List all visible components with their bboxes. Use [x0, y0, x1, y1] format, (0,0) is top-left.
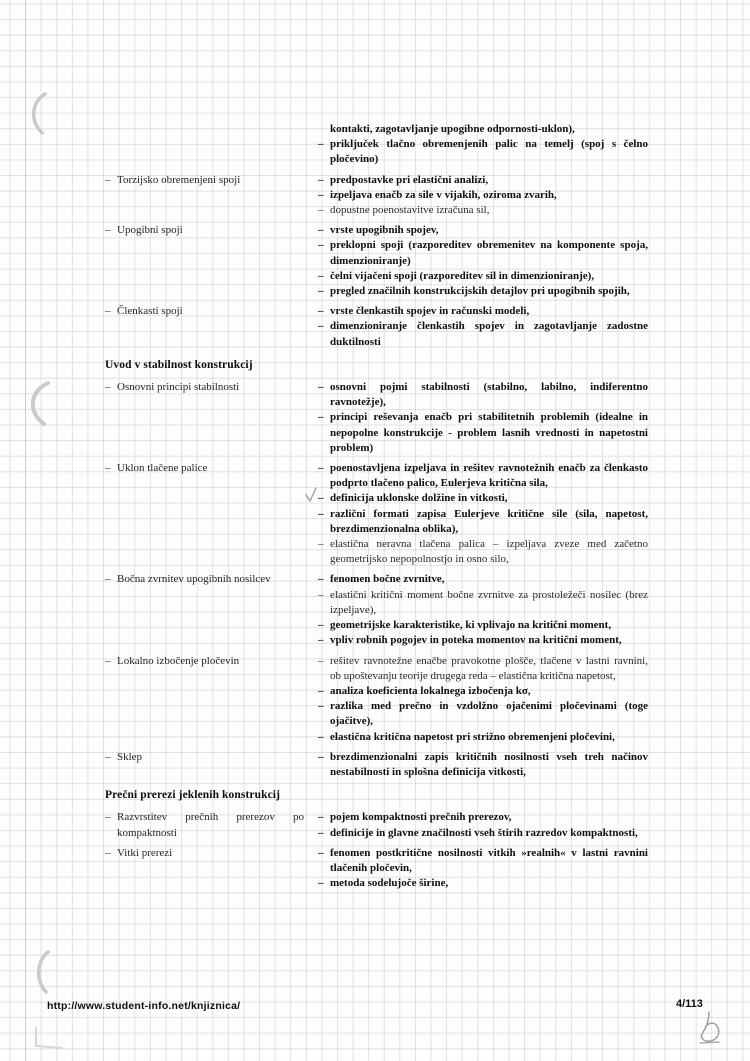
dash-icon: –: [318, 811, 324, 824]
detail-item: [318, 537, 648, 567]
page-number: 4/113: [676, 998, 703, 1010]
dash-icon: –: [318, 188, 324, 201]
topic-text: Sklep: [117, 750, 143, 763]
detail-text: definicije in glavne značilnosti vseh štirih razredov kompaktnosti,: [330, 826, 638, 839]
topic-row: [105, 173, 648, 219]
topic-row: [105, 223, 648, 299]
detail-item: [318, 304, 648, 319]
dash-icon: –: [105, 224, 111, 237]
details-cell: [318, 750, 648, 780]
details-cell: [318, 572, 648, 648]
detail-item: [318, 203, 648, 218]
paper-margin-line: [25, 0, 26, 1061]
dash-icon: –: [105, 462, 111, 475]
detail-item: [318, 654, 648, 684]
dash-icon: –: [105, 846, 111, 859]
topic-row: [105, 380, 648, 456]
detail-item: [318, 750, 648, 780]
detail-item: [318, 507, 648, 537]
syllabus-section: [105, 788, 648, 891]
topic-row: [105, 750, 648, 780]
topic-label: [105, 654, 304, 669]
detail-item: [318, 730, 648, 745]
detail-text: analiza koeficienta lokalnega izbočenja kσ,: [330, 684, 531, 697]
footer-url: http://www.student-info.net/knjiznica/: [47, 1000, 241, 1012]
detail-text: geometrijske karakteristike, ki vplivajo na kritični moment,: [330, 619, 612, 632]
detail-text: čelni vijačeni spoji (razporeditev sil in dimenzioniranje),: [330, 269, 595, 282]
detail-item: [318, 122, 648, 137]
dash-icon: –: [318, 826, 324, 839]
dash-icon: –: [318, 492, 324, 505]
detail-item: [318, 633, 648, 648]
syllabus-section: [105, 358, 648, 780]
dash-icon: –: [318, 684, 324, 697]
details-cell: [318, 223, 648, 299]
dash-icon: –: [105, 811, 111, 824]
detail-text: brezdimenzionalni zapis kritičnih nosilnosti vseh treh načinov nestabilnosti in splošna definicija vitkosti,: [330, 750, 648, 778]
topic-label: [105, 750, 304, 765]
detail-text: fenomen bočne zvrnitve,: [330, 573, 445, 586]
detail-text: izpeljava enačb za sile v vijakih, oziroma zvarih,: [330, 188, 557, 201]
detail-item: [318, 810, 648, 825]
detail-item: [318, 319, 648, 349]
dash-icon: –: [318, 877, 324, 890]
detail-item: [318, 461, 648, 491]
dash-icon: –: [318, 462, 324, 475]
dash-icon: –: [318, 750, 324, 763]
section-heading: Uvod v stabilnost konstrukcij: [105, 358, 253, 371]
details-cell: [318, 846, 648, 892]
details-cell: [318, 654, 648, 745]
syllabus-section: [105, 122, 648, 350]
topic-label: [105, 846, 304, 861]
topic-text: Upogibni spoji: [117, 224, 183, 237]
detail-text: elastični kritični moment bočne zvrnitve za prostoležeči nosilec (brez izpeljave),: [330, 588, 648, 616]
dash-icon: –: [318, 654, 324, 667]
topic-text: Osnovni principi stabilnosti: [117, 381, 240, 394]
detail-text: pojem kompaktnosti prečnih prerezov,: [330, 811, 512, 824]
detail-item: [318, 826, 648, 841]
detail-text: kontakti, zagotavljanje upogibne odpornosti-uklon),: [330, 123, 575, 135]
detail-text: vpliv robnih pogojev in poteka momentov na kritični moment,: [330, 634, 622, 647]
section-heading: Prečni prerezi jeklenih konstrukcij: [105, 789, 281, 802]
topic-cell: [105, 122, 318, 168]
detail-item: [318, 410, 648, 456]
dash-icon: –: [318, 846, 324, 859]
detail-text: elastična neravna tlačena palica – izpeljava zveze med začetno geometrijsko nepopolnostjo in osno silo,: [330, 538, 648, 566]
dash-icon: –: [318, 224, 324, 237]
dash-icon: –: [105, 173, 111, 186]
dash-icon: –: [318, 320, 324, 333]
detail-item: [318, 588, 648, 618]
details-cell: [318, 122, 648, 168]
detail-text: osnovni pojmi stabilnosti (stabilno, labilno, indiferentno ravnotežje),: [330, 381, 648, 409]
spiral-d-mark: [692, 1010, 726, 1046]
dash-icon: –: [318, 285, 324, 298]
detail-text: predpostavke pri elastični analizi,: [330, 173, 489, 186]
detail-item: [318, 284, 648, 299]
topic-cell: [105, 461, 318, 567]
details-cell: [318, 173, 648, 219]
topic-row: [105, 304, 648, 350]
detail-text: vrste členkastih spojev in računski modeli,: [330, 305, 530, 318]
topic-row: [105, 846, 648, 892]
detail-text: različni formati zapisa Eulerjeve kritične sile (sila, napetost, brezdimenzionalna oblika),: [330, 507, 648, 535]
dash-icon: –: [318, 269, 324, 282]
topic-row: [105, 572, 648, 648]
detail-text: poenostavljena izpeljava in rešitev ravnotežnih enačb za členkasto podprto tlačeno palico, Eulerjeva kritična sila,: [330, 462, 648, 490]
dash-icon: –: [318, 507, 324, 520]
topic-cell: [105, 223, 318, 299]
topic-cell: [105, 304, 318, 350]
topic-cell: [105, 654, 318, 745]
detail-item: [318, 876, 648, 891]
dash-icon: –: [318, 700, 324, 713]
syllabus-content: [105, 122, 648, 891]
detail-item: [318, 137, 648, 167]
detail-text: fenomen postkritične nosilnosti vitkih »realnih« v lastni ravnini tlačenih pločevin,: [330, 846, 648, 874]
dash-icon: –: [318, 619, 324, 632]
topic-label: [105, 223, 304, 238]
dash-icon: –: [105, 573, 111, 586]
topic-text: Bočna zvrnitev upogibnih nosilcev: [117, 573, 271, 586]
topic-row: [105, 122, 648, 168]
topic-label: [105, 810, 304, 840]
topic-label: [105, 461, 304, 476]
topic-text: Lokalno izbočenje pločevin: [117, 654, 240, 667]
dash-icon: –: [105, 305, 111, 318]
detail-item: [318, 173, 648, 188]
topic-cell: [105, 380, 318, 456]
detail-item: [318, 269, 648, 284]
pencil-paren-mark-top: [24, 90, 50, 136]
topic-row: [105, 810, 648, 840]
detail-item: [318, 380, 648, 410]
detail-item: [318, 223, 648, 238]
dash-icon: –: [105, 654, 111, 667]
detail-text: priključek tlačno obremenjenih palic na temelj (spoj s čelno pločevino): [330, 138, 648, 166]
dash-icon: –: [318, 411, 324, 424]
dash-icon: –: [318, 173, 324, 186]
topic-text: Razvrstitev prečnih prerezov po kompaktnosti: [117, 811, 304, 839]
topic-cell: [105, 810, 318, 840]
detail-item: [318, 684, 648, 699]
detail-text: pregled značilnih konstrukcijskih detajlov pri upogibnih spojih,: [330, 285, 630, 298]
pencil-corner-mark: [22, 1026, 66, 1052]
topic-text: Členkasti spoji: [117, 305, 183, 318]
topic-label: [105, 173, 304, 188]
topic-text: Torzijsko obremenjeni spoji: [117, 173, 241, 186]
topic-label: [105, 572, 304, 587]
detail-text: elastična kritična napetost pri strižno obremenjeni pločevini,: [330, 730, 615, 743]
detail-text: principi reševanja enačb pri stabilitetnih problemih (idealne in nepopolne konstrukcije - problem lasnih vrednosti in napetostni problem): [330, 411, 648, 454]
topic-text: Uklon tlačene palice: [117, 462, 208, 475]
pencil-paren-mark-bottom: [30, 948, 54, 996]
dash-icon: –: [318, 634, 324, 647]
dash-icon: –: [318, 588, 324, 601]
dash-icon: –: [318, 381, 324, 394]
dash-icon: –: [318, 239, 324, 252]
detail-text: dimenzioniranje členkastih spojev in zagotavljanje zadostne duktilnosti: [330, 320, 648, 348]
topic-cell: [105, 173, 318, 219]
dash-icon: –: [318, 204, 324, 217]
detail-item: [318, 238, 648, 268]
detail-item: [318, 618, 648, 633]
detail-text: razlika med prečno in vzdolžno ojačenimi pločevinami (toge ojačitve),: [330, 700, 648, 728]
topic-cell: [105, 846, 318, 892]
details-cell: [318, 380, 648, 456]
topic-label: [105, 304, 304, 319]
detail-text: metoda sodelujoče širine,: [330, 877, 449, 890]
dash-icon: –: [318, 305, 324, 318]
dash-icon: –: [318, 538, 324, 551]
detail-item: [318, 188, 648, 203]
topic-cell: [105, 750, 318, 780]
detail-text: rešitev ravnotežne enačbe pravokotne plošče, tlačene v lastni ravnini, ob upoštevanju teorije drugega reda – elastična kritična napetost,: [330, 654, 648, 682]
dash-icon: –: [318, 730, 324, 743]
topic-cell: [105, 572, 318, 648]
detail-text: dopustne poenostavitve izračuna sil,: [330, 204, 490, 217]
details-cell: [318, 461, 648, 567]
topic-label: [105, 380, 304, 395]
dash-icon: –: [105, 381, 111, 394]
details-cell: [318, 810, 648, 840]
detail-text: vrste upogibnih spojev,: [330, 224, 439, 237]
details-cell: [318, 304, 648, 350]
detail-item: [318, 491, 648, 506]
detail-item: [318, 572, 648, 587]
detail-item: [318, 846, 648, 876]
dash-icon: –: [105, 750, 111, 763]
dash-icon: –: [318, 573, 324, 586]
detail-text: definicija uklonske dolžine in vitkosti,: [330, 492, 508, 505]
topic-row: [105, 461, 648, 567]
dash-icon: –: [318, 138, 324, 151]
topic-text: Vitki prerezi: [117, 846, 173, 859]
detail-text: preklopni spoji (razporeditev obremenitev na komponente spoja, dimenzioniranje): [330, 239, 648, 267]
topic-row: [105, 654, 648, 745]
detail-item: [318, 699, 648, 729]
